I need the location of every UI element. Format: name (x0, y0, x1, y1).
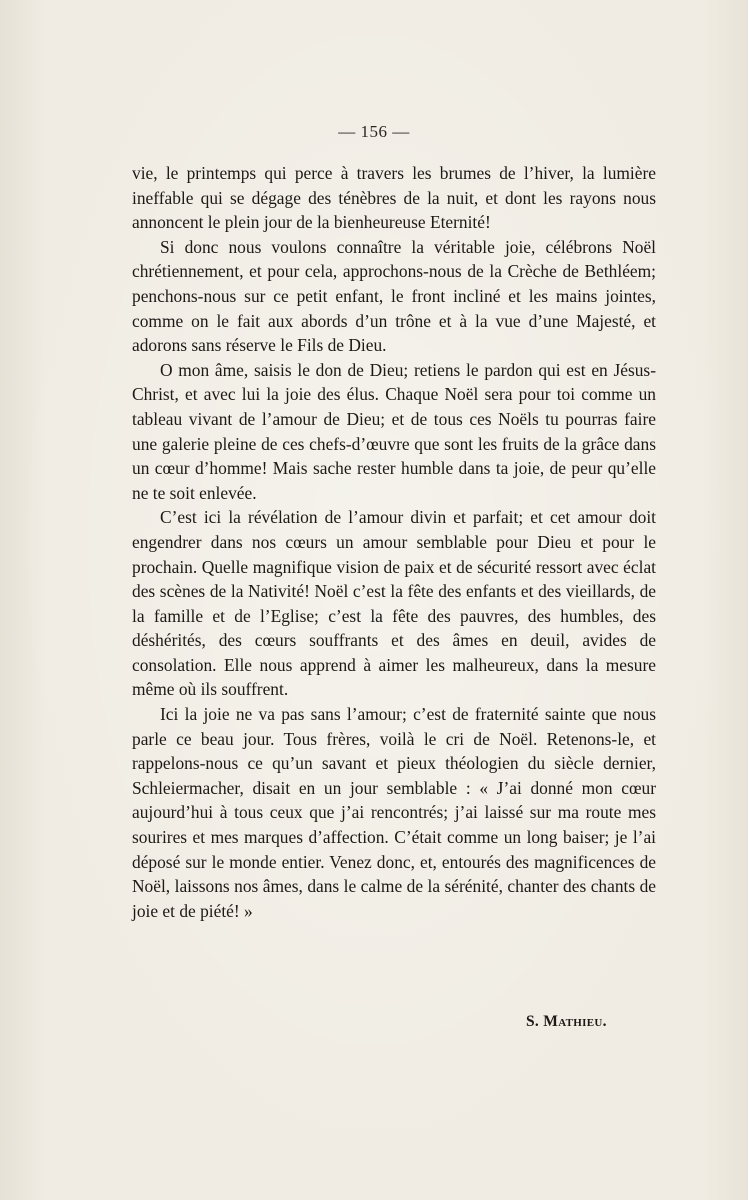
paragraph-4: C’est ici la révélation de l’amour divin et parfait; et cet amour doit engendrer dans nos cœurs un amour semblable pour Dieu et pour le prochain. Quelle magnifique vision de paix et de sécurité ressort avec éclat des scènes de la Nativité! Noël c’est la fête des enfants et des vieillards, de la famille et de l’Eglise; c’est la fête des pauvres, des humbles, des déshérités, des cœurs souffrants et des âmes en deuil, avides de consolation. Elle nous apprend à aimer les malheureux, dans la mesure même où ils souffrent. (132, 507, 656, 700)
paragraph-1: vie, le printemps qui perce à travers les brumes de l’hiver, la lumière ineffable qui se dégage des ténèbres de la nuit, et dont les rayons nous annoncent le plein jour de la bienheureuse Eternité! (132, 163, 656, 233)
signature-initial: S. (526, 1013, 540, 1030)
page-number: — 156 — (338, 122, 410, 141)
paragraph-2: Si donc nous voulons connaître la véritable joie, célébrons Noël chrétiennement, et pour cela, approchons-nous de la Crèche de Bethléem; penchons-nous sur ce petit enfant, le front incliné et les mains jointes, comme on le fait aux abords d’un trône et à la vue d’une Majesté, et adorons sans réserve le Fils de Dieu. (132, 236, 656, 356)
signature-name: Mathieu. (543, 1013, 607, 1030)
author-signature (526, 1013, 607, 1031)
paragraph-3: O mon âme, saisis le don de Dieu; retiens le pardon qui est en Jésus-Christ, et avec lui la joie des élus. Chaque Noël sera pour toi comme un tableau vivant de l’amour de Dieu; et de tous ces Noëls tu pourras faire une galerie pleine de ces chefs-d’œuvre que sont les fruits de la grâce dans un cœur d’homme! Mais sache rester humble dans ta joie, de peur qu’elle ne te soit enlevée. (132, 359, 656, 503)
body-text (132, 161, 656, 923)
paragraph-5: Ici la joie ne va pas sans l’amour; c’est de fraternité sainte que nous parle ce beau jour. Tous frères, voilà le cri de Noël. Retenons-le, et rappelons-nous ce qu’un savant et pieux théologien du siècle dernier, Schleiermacher, disait en un jour semblable : « J’ai donné mon cœur aujourd’hui à tous ceux que j’ai rencontrés; j’ai laissé sur ma route mes sourires et mes marques d’affection. C’était comme un long baiser; je l’ai déposé sur le monde entier. Venez donc, et, entourés des magnificences de Noël, laissons nos âmes, dans le calme de la sérénité, chanter des chants de joie et de piété! » (132, 704, 656, 921)
